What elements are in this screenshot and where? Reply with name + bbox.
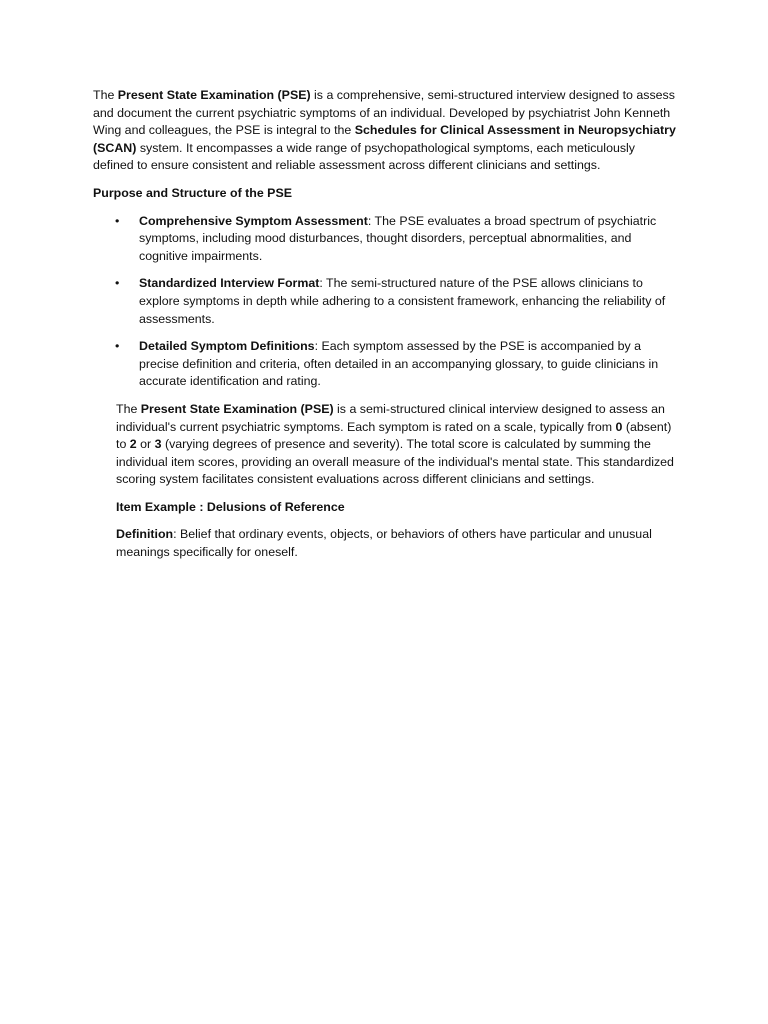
intro-bold-pse: Present State Examination (PSE) <box>117 88 311 102</box>
list-item <box>93 213 678 266</box>
scoring-text-5: (varying degrees of presence and severity). The total score is calculated by summing the individual item scores, providing an overall measure of the individual's mental state. This standardized scoring system facilitates consistent evaluations across different clinicians and settings. <box>116 437 674 487</box>
scoring-paragraph <box>116 401 678 489</box>
document-body <box>93 87 678 572</box>
intro-bold-scan: Schedules for Clinical Assessment in Neuropsychiatry (SCAN) <box>93 123 676 155</box>
scoring-bold-2: 2 <box>129 437 137 452</box>
list-item-text: : The PSE evaluates a broad spectrum of psychiatric symptoms, including mood disturbances, thought disorders, perceptual abnormalities, and cognitive impairments. <box>139 213 657 263</box>
scoring-text-1: The <box>116 401 141 416</box>
list-item-term: Comprehensive Symptom Assessment <box>139 213 368 228</box>
list-item-term: Detailed Symptom Definitions <box>139 339 315 354</box>
purpose-list <box>93 213 678 391</box>
scoring-bold-pse: Present State Examination (PSE) <box>140 401 334 416</box>
definition-label: Definition <box>116 527 174 542</box>
list-item-text: : The semi-structured nature of the PSE allows clinicians to explore symptoms in depth while adhering to a consistent framework, enhancing the reliability of assessments. <box>139 276 666 326</box>
purpose-heading: Purpose and Structure of the PSE <box>93 185 292 200</box>
intro-text-1: The <box>93 88 118 102</box>
intro-paragraph <box>93 87 678 175</box>
intro-text-2: is a comprehensive, semi-structured interview designed to assess and document the current psychiatric symptoms of an individual. Developed by psychiatrist John Kenneth Wing and colleagues, the PSE is integral to the <box>93 88 675 138</box>
bullet-glyph: • <box>115 339 120 354</box>
scoring-bold-3: 3 <box>154 437 162 452</box>
item-example-heading: Item Example : Delusions of Reference <box>116 499 345 514</box>
scoring-bold-0: 0 <box>615 419 623 434</box>
list-item <box>93 275 678 328</box>
scoring-text-3: (absent) to <box>116 419 672 452</box>
definition-paragraph <box>116 526 678 561</box>
scoring-text-2: is a semi-structured clinical interview designed to assess an individual's current psychiatric symptoms. Each symptom is rated on a scale, typically from <box>116 401 665 434</box>
bullet-glyph: • <box>115 213 120 228</box>
definition-text: : Belief that ordinary events, objects, or behaviors of others have particular and unusual meanings specifically for oneself. <box>116 527 652 560</box>
scoring-text-4: or <box>136 437 155 452</box>
bullet-glyph: • <box>115 276 120 291</box>
list-item-term: Standardized Interview Format <box>139 276 320 291</box>
list-item-text: : Each symptom assessed by the PSE is accompanied by a precise definition and criteria, often detailed in an accompanying glossary, to guide clinicians in accurate identification and rating. <box>139 339 659 389</box>
list-item <box>93 338 678 391</box>
intro-text-3: system. It encompasses a wide range of psychopathological symptoms, each meticulously defined to ensure consistent and reliable assessment across different clinicians and settings. <box>93 140 635 173</box>
